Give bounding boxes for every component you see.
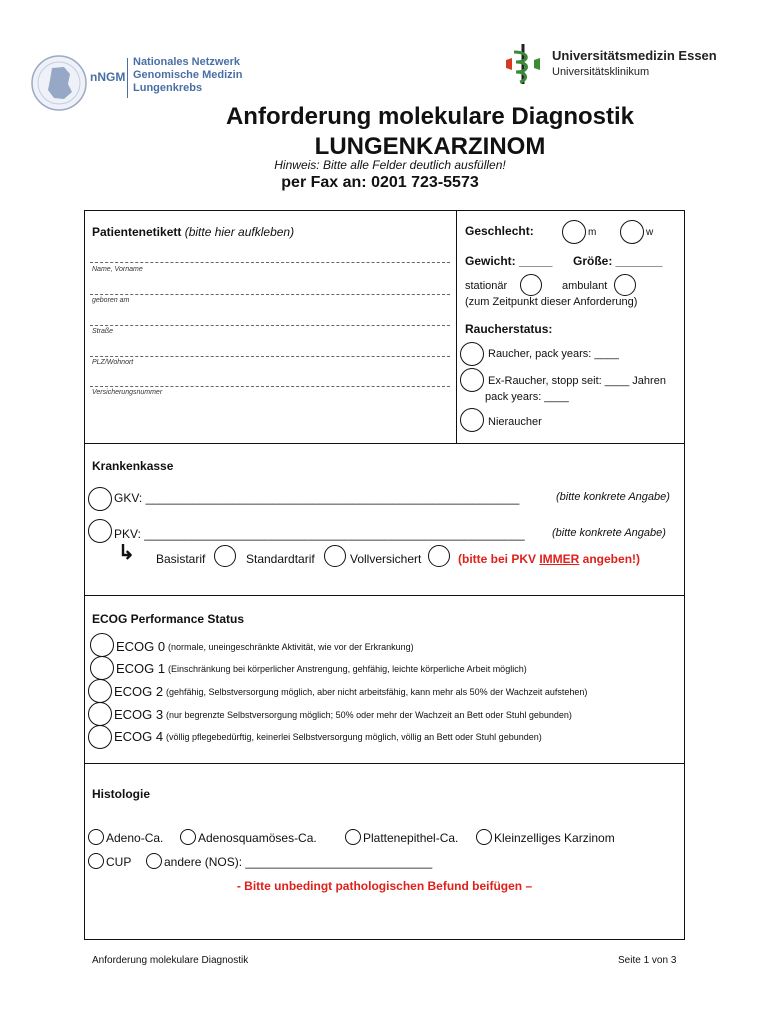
gkv-radio[interactable] bbox=[88, 487, 112, 511]
fax-prefix: per Fax an: bbox=[281, 174, 372, 191]
adeno-radio[interactable] bbox=[88, 829, 104, 845]
smoking-status-label: Raucherstatus: bbox=[465, 322, 553, 336]
sex-m-label: m bbox=[588, 227, 597, 238]
field-birthdate[interactable]: geboren am bbox=[92, 297, 130, 304]
sex-m-radio[interactable] bbox=[562, 220, 586, 244]
smoker-radio[interactable] bbox=[460, 342, 484, 366]
ecog-2-desc: (gehfähig, Selbstversorgung möglich, aber nicht arbeitsfähig, kann mehr als 50% der Wachzeit aufstehen) bbox=[166, 687, 588, 697]
sex-label: Geschlecht: bbox=[465, 224, 534, 238]
cup-radio[interactable] bbox=[88, 853, 104, 869]
ecog-2-label: ECOG 2 bbox=[114, 684, 164, 699]
gkv-note: (bitte konkrete Angabe) bbox=[556, 491, 670, 503]
ecog-3-label: ECOG 3 bbox=[114, 707, 164, 722]
cup-label: CUP bbox=[106, 855, 132, 869]
field-city[interactable]: PLZ/Wohnort bbox=[92, 359, 134, 366]
ecog-3-radio[interactable] bbox=[88, 702, 112, 726]
ngm-line-1: Nationales Netzwerk bbox=[133, 56, 240, 68]
other-radio[interactable] bbox=[146, 853, 162, 869]
pkv-note: (bitte konkrete Angabe) bbox=[552, 527, 666, 539]
weight-field[interactable]: Gewicht: _____ bbox=[465, 254, 553, 268]
adenosquamous-radio[interactable] bbox=[180, 829, 196, 845]
ecog-4-label: ECOG 4 bbox=[114, 729, 164, 744]
gkv-field[interactable]: GKV: ________________________________________________________ bbox=[114, 491, 520, 505]
other-field[interactable]: andere (NOS): ____________________________ bbox=[164, 855, 433, 869]
ex-smoker-radio[interactable] bbox=[460, 368, 484, 392]
ngm-line-3: Lungenkrebs bbox=[133, 82, 203, 94]
ecog-1-desc: (Einschränkung bei körperlicher Anstrengung, gehfähig, leichte körperliche Arbeit möglich) bbox=[168, 664, 527, 674]
ecog-3-desc: (nur begrenzte Selbstversorgung möglich; 50% oder mehr der Wachzeit an Bett oder Stuhl gebunden) bbox=[166, 710, 572, 720]
ecog-0-radio[interactable] bbox=[90, 633, 114, 657]
ngm-logo bbox=[30, 54, 250, 102]
field-name[interactable]: Name, Vorname bbox=[92, 266, 143, 273]
ecog-1-radio[interactable] bbox=[90, 656, 114, 680]
arrow-icon: ↳ bbox=[118, 542, 135, 564]
sex-w-label: w bbox=[646, 227, 654, 238]
pkv-hint: (bitte bei PKV IMMER angeben!) bbox=[458, 552, 641, 566]
ume-line-1: Universitätsmedizin Essen bbox=[552, 48, 717, 63]
page-title bbox=[0, 102, 770, 162]
hint-text: Hinweis: Bitte alle Felder deutlich ausfüllen! bbox=[274, 158, 506, 172]
vollversichert-radio[interactable] bbox=[428, 545, 450, 567]
ecog-4-desc: (völlig pflegebedürftig, keinerlei Selbstversorgung möglich, völlig an Bett oder Stuhl gebunden) bbox=[166, 732, 542, 742]
height-field[interactable]: Größe: _______ bbox=[573, 254, 663, 268]
ex-smoker-label: Ex-Raucher, stopp seit: ____ Jahren bbox=[488, 375, 666, 387]
small-cell-radio[interactable] bbox=[476, 829, 492, 845]
ecog-2-radio[interactable] bbox=[88, 679, 112, 703]
non-smoker-radio[interactable] bbox=[460, 408, 484, 432]
field-insurance-number[interactable]: Versicherungsnummer bbox=[92, 389, 163, 396]
fax-line bbox=[0, 174, 760, 192]
squamous-radio[interactable] bbox=[345, 829, 361, 845]
ecog-0-label: ECOG 0 bbox=[116, 639, 166, 654]
ecog-0-desc: (normale, uneingeschränkte Aktivität, wie vor der Erkrankung) bbox=[168, 642, 414, 652]
fax-number: 0201 723-5573 bbox=[371, 174, 479, 191]
basistarif-radio[interactable] bbox=[214, 545, 236, 567]
insurance-title: Krankenkasse bbox=[92, 459, 174, 473]
field-street[interactable]: Straße bbox=[92, 328, 114, 335]
ngm-abbrev: nNGM bbox=[90, 70, 126, 84]
title-line-1: Anforderung molekulare Diagnostik bbox=[225, 103, 635, 130]
small-cell-label: Kleinzelliges Karzinom bbox=[494, 831, 615, 845]
smoker-label: Raucher, pack years: ____ bbox=[488, 348, 619, 360]
page-number: Seite 1 von 3 bbox=[618, 955, 677, 966]
ume-emblem-icon bbox=[500, 40, 546, 88]
ex-smoker-packyears: pack years: ____ bbox=[485, 391, 569, 403]
ngm-line-2: Genomische Medizin bbox=[133, 69, 243, 81]
squamous-label: Plattenepithel-Ca. bbox=[363, 831, 459, 845]
pkv-radio[interactable] bbox=[88, 519, 112, 543]
ecog-4-radio[interactable] bbox=[88, 725, 112, 749]
sex-w-radio[interactable] bbox=[620, 220, 644, 244]
adenosquamous-label: Adenosquamöses-Ca. bbox=[198, 831, 317, 845]
vollversichert-label: Vollversichert bbox=[350, 552, 422, 566]
title-line-2: LUNGENKARZINOM bbox=[314, 133, 546, 160]
ecog-title: ECOG Performance Status bbox=[92, 612, 245, 626]
ecog-1-label: ECOG 1 bbox=[116, 661, 166, 676]
ume-line-2: Universitätsklinikum bbox=[552, 66, 650, 78]
outpatient-label: ambulant bbox=[562, 280, 608, 292]
patient-label: Patientenetikett (bitte hier aufkleben) bbox=[92, 225, 295, 239]
inpatient-label: stationär bbox=[465, 280, 508, 292]
standardtarif-label: Standardtarif bbox=[246, 552, 315, 566]
non-smoker-label: Nieraucher bbox=[488, 416, 542, 428]
footer-title: Anforderung molekulare Diagnostik bbox=[92, 955, 249, 966]
inpatient-radio[interactable] bbox=[520, 274, 542, 296]
outpatient-radio[interactable] bbox=[614, 274, 636, 296]
timing-note: (zum Zeitpunkt dieser Anforderung) bbox=[465, 296, 638, 308]
pkv-field[interactable]: PKV: _________________________________________________________ bbox=[114, 527, 525, 541]
pathology-hint: - Bitte unbedingt pathologischen Befund beifügen – bbox=[236, 879, 533, 893]
adeno-label: Adeno-Ca. bbox=[106, 831, 164, 845]
histology-title: Histologie bbox=[92, 787, 151, 801]
basistarif-label: Basistarif bbox=[156, 552, 206, 566]
ume-logo bbox=[500, 40, 740, 90]
standardtarif-radio[interactable] bbox=[324, 545, 346, 567]
